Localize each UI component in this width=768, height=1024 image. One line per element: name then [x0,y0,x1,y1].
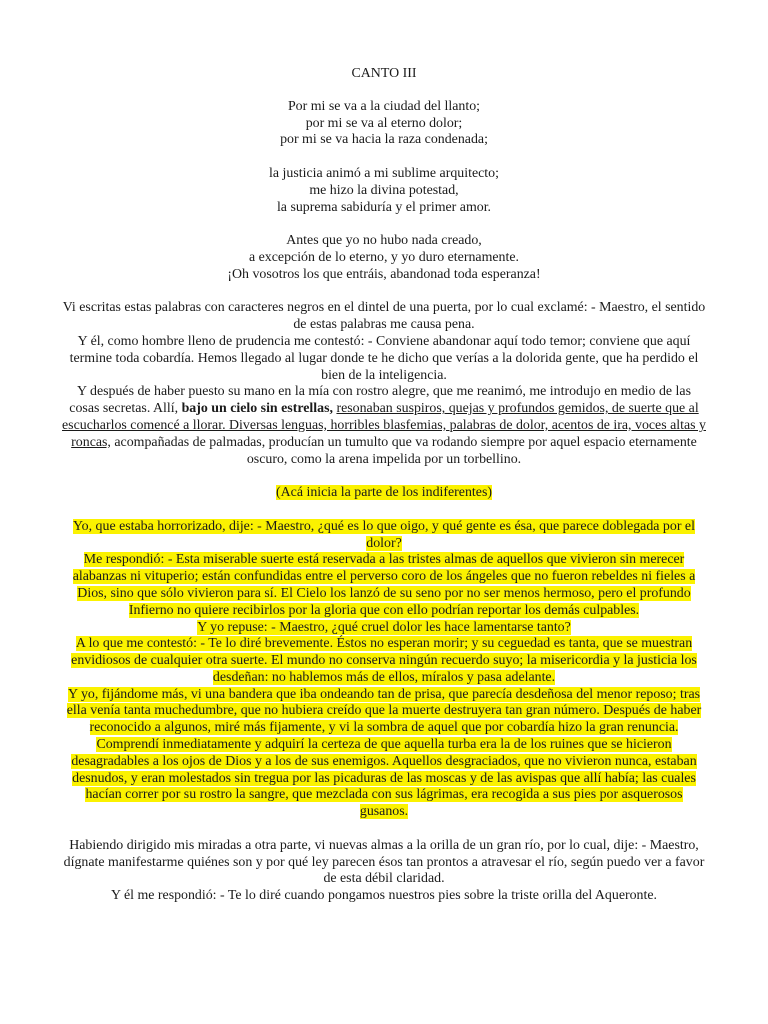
highlighted-text: Yo, que estaba horrorizado, dije: - Maestro, ¿qué es lo que oigo, y qué gente es ésa, que parece doblegada por el dolor? [73,518,695,551]
poem-line: a excepción de lo eterno, y yo duro eternamente. [249,249,519,265]
bold-phrase: bajo un cielo sin estrellas, [181,401,333,417]
prose-text: acompañadas de palmadas, producían un tumulto que va rodando siempre por aquel espacio eternamente oscuro, como la arena impelida por un torbellino. [110,434,697,467]
highlighted-paragraph [62,552,706,619]
poem-line: ¡Oh vosotros los que entráis, abandonad toda esperanza! [227,266,541,282]
prose-paragraph: Vi escritas estas palabras con caracteres negros en el dintel de una puerta, por lo cual exclamé: - Maestro, el sentido de estas palabras me causa pena. [62,300,706,333]
highlighted-text: Y yo, fijándome más, vi una bandera que iba ondeando tan de prisa, que parecía desdeñosa del menor reposo; tras ella venía tanta muchedumbre, que no hubiera creído que la muerte destruyera tan gran número. Después de haber reconocido a algunos, miré más fijamente, y vi la sombra de aquel que por cobardía hizo la gran renuncia. Comprendí inmediatamente y adquirí la certeza de que aquella turba era la de los ruines que se hicieron desagradables a los ojos de Dios y a los de sus enemigos. Aquellos desgraciados, que no vivieron nunca, estaban desnudos, y eran molestados sin tregua por las picaduras de las moscas y de las avispas que allí había; las cuales hacían correr por su rostro la sangre, que mezclada con sus lágrimas, era recogida a sus pies por asquerosos gusanos. [66,686,702,820]
poem-line: la justicia animó a mi sublime arquitecto; [269,165,499,181]
prose-text: Y después de haber puesto su mano en la mía con rostro alegre, que me reanimó, me introdujo en medio de las cosas secretas. Allí, [69,384,691,417]
section-note [62,485,706,502]
poem-line: me hizo la divina potestad, [309,182,459,198]
poem-line: la suprema sabiduría y el primer amor. [276,199,492,215]
underlined-passage: resonaban suspiros, quejas y profundos gemidos, de suerte que al escucharlos comencé a llorar. Diversas lenguas, horribles blasfemias, palabras de dolor, acentos de ira, voces altas y roncas, [62,401,706,450]
poem-line: Antes que yo no hubo nada creado, [286,233,482,249]
canto-title: CANTO III [351,66,417,81]
prose-paragraph: Y él, como hombre lleno de prudencia me contestó: - Conviene abandonar aquí todo temor; conviene que aquí termine toda cobardía. Hemos llegado al lugar donde te he dicho que verías a la dolorida gente, que ha perdido el bien de la inteligencia. [69,333,699,383]
poem-line: Por mi se va a la ciudad del llanto; [287,98,481,114]
poem-stanza-3 [62,233,706,283]
poem-line: por mi se va hacia la raza condenada; [280,132,488,148]
poem-stanza-1 [62,99,706,149]
highlighted-paragraph [62,636,706,686]
prose-paragraph [62,384,706,468]
highlighted-note: (Acá inicia la parte de los indiferentes) [276,485,492,501]
highlighted-paragraph [62,620,706,637]
highlighted-text: A lo que me contestó: - Te lo diré brevemente. Éstos no esperan morir; y su ceguedad es tanta, que se muestran envidiosos de cualquier otra suerte. El mundo no conserva ningún recuerdo suyo; la misericordia y la justicia los desdeñan: no hablemos más de ellos, míralos y pasa adelante. [71,636,697,685]
highlighted-paragraph [62,687,706,821]
poem-stanza-2 [62,166,706,216]
highlighted-text: Y yo repuse: - Maestro, ¿qué cruel dolor les hace lamentarse tanto? [197,619,571,635]
highlighted-text: Me respondió: - Esta miserable suerte está reservada a las tristes almas de aquellos que vivieron sin merecer alabanzas ni vituperio; están confundidas entre el perverso coro de los ángeles que no fueron rebeldes ni fieles a Dios, sino que sólo vivieron para sí. El Cielo los lanzó de su seno por no ser menos hermoso, pero el profundo Infierno no quiere recibirlos por la gloria que con ello podrían reportar los demás culpables. [72,552,696,618]
prose-paragraph: Y él me respondió: - Te lo diré cuando pongamos nuestros pies sobre la triste orilla del Aqueronte. [110,888,658,904]
highlighted-paragraph [62,519,706,553]
poem-line: por mi se va al eterno dolor; [305,115,463,131]
prose-paragraph: Habiendo dirigido mis miradas a otra parte, vi nuevas almas a la orilla de un gran río, por lo cual, dije: - Maestro, dígnate manifestarme quiénes son y por qué ley parecen ésos tan prontos a atravesar el río, según puedo ver a favor de esta débil claridad. [63,837,705,887]
